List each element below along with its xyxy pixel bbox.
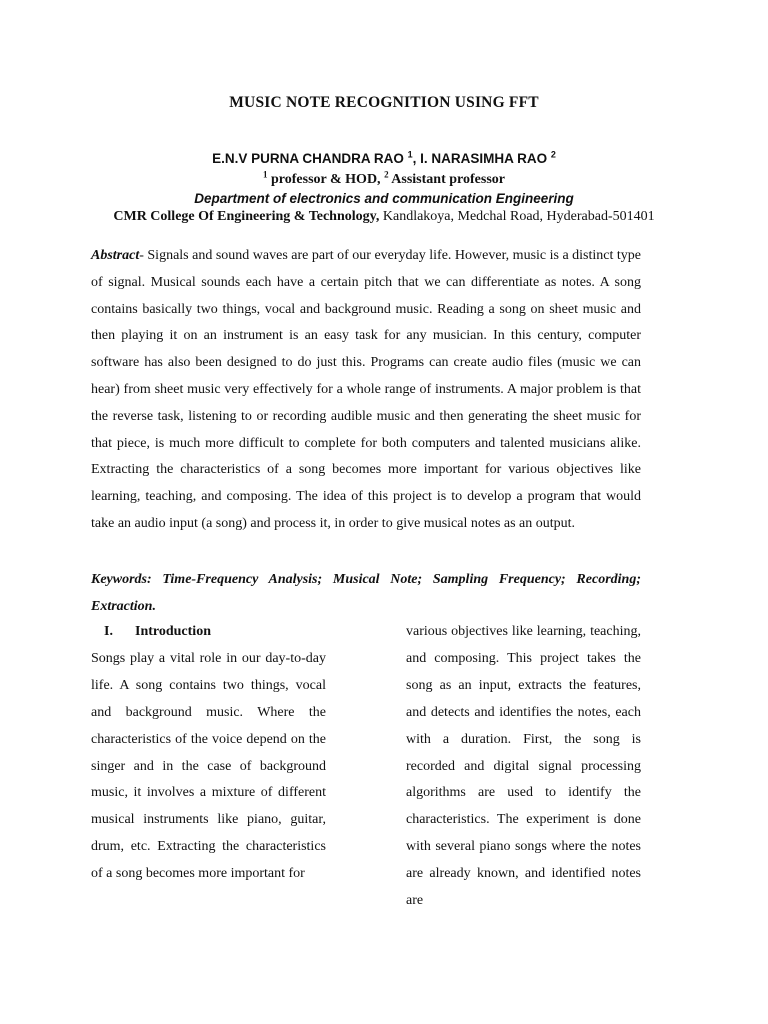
author-2: I. NARASIMHA RAO xyxy=(420,151,548,166)
affiliation xyxy=(0,209,768,225)
section-title: Introduction xyxy=(135,624,211,639)
author-1: E.N.V PURNA CHANDRA RAO xyxy=(212,151,404,166)
author-roles xyxy=(0,169,768,188)
abstract-label: Abstract xyxy=(91,248,140,263)
abstract-text: - Signals and sound waves are part of our everyday life. However, music is a distinct type of signal. Musical sounds each have a certain pitch that we can differentiate as notes. A song contains basically two things, vocal and background music. Reading a song on sheet music and then playing it on an instrument is an easy task for any musician. In this century, computer software has also been designed to do just this. Programs can create audio files (music we can hear) from sheet music very effectively for a whole range of instruments. A major problem is that the reverse task, listening to or recording audible music and then generating the sheet music for that piece, is much more difficult to complete for both computers and talented musicians alike. Extracting the characteristics of a song becomes more important for various objectives like learning, teaching, and composing. The idea of this project is to develop a program that would take an audio input (a song) and process it, in order to give musical notes as an output. xyxy=(91,248,641,531)
college-name: CMR College Of Engineering & Technology, xyxy=(113,209,380,224)
abstract xyxy=(91,243,641,538)
role-2-sup: 2 xyxy=(384,169,389,180)
department: Department of electronics and communication Engineering xyxy=(194,191,574,206)
section-number: I. xyxy=(104,624,113,639)
role-1: professor & HOD, xyxy=(267,172,385,187)
author-1-sup: 1 xyxy=(407,149,413,160)
column-left xyxy=(91,619,326,888)
paper-title: MUSIC NOTE RECOGNITION USING FFT xyxy=(229,94,539,111)
intro-text-left: Songs play a vital role in our day-to-day life. A song contains two things, vocal and background music. Where the characteristics of the voice depend on the singer and in the case of background music, it involves a mixture of different musical instruments like piano, guitar, drum, etc. Extracting the characteristics of a song becomes more important for xyxy=(91,650,326,882)
author-2-sup: 2 xyxy=(550,149,556,160)
keywords: Keywords: Time-Frequency Analysis; Musical Note; Sampling Frequency; Recording; Extraction. xyxy=(91,572,641,614)
author-line xyxy=(0,151,768,166)
column-right xyxy=(406,619,641,915)
role-2: Assistant professor xyxy=(388,172,505,187)
role-1-sup: 1 xyxy=(263,169,268,180)
section-heading xyxy=(91,619,326,646)
author-separator: , xyxy=(412,151,421,166)
college-address: Kandlakoya, Medchal Road, Hyderabad-501401 xyxy=(379,209,655,224)
intro-text-right: various objectives like learning, teaching, and composing. This project takes the song as an input, extracts the features, and detects and identifies the notes, each with a duration. First, the song is recorded and digital signal processing algorithms are used to identify the characteristics. The experiment is done with several piano songs where the notes are already known, and identified notes are xyxy=(406,624,641,909)
